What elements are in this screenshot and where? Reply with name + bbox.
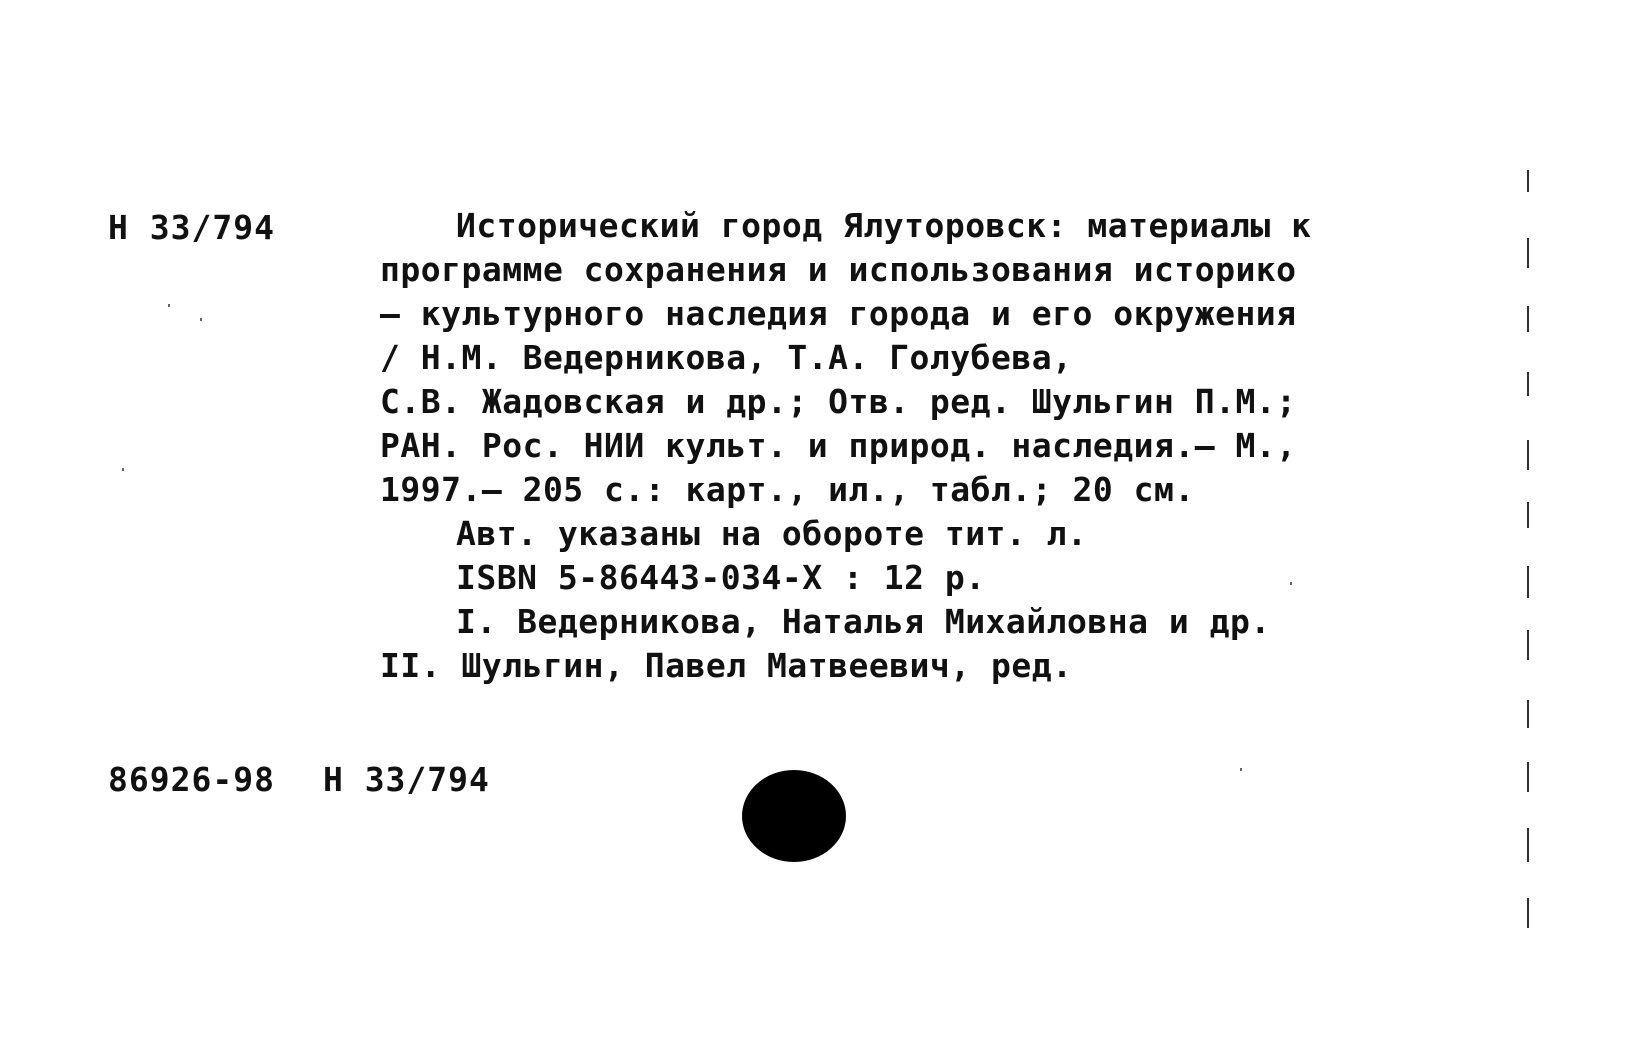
edge-mark (1527, 440, 1529, 470)
edge-mark (1527, 762, 1529, 792)
record-line-authors: / Н.М. Ведерникова, Т.А. Голубева, (380, 338, 1073, 377)
edge-mark (1527, 828, 1529, 862)
card-footer (108, 760, 490, 799)
edge-mark (1527, 306, 1529, 332)
edge-mark (1527, 238, 1529, 268)
record-line-publisher: РАН. Рос. НИИ культ. и природ. наследия.– М., (380, 426, 1297, 465)
record-line: программе сохранения и использования историко (380, 250, 1297, 289)
record-line-physical-description: 1997.– 205 с.: карт., ил., табл.; 20 см. (380, 470, 1195, 509)
edge-mark (1527, 372, 1529, 396)
accession-number: 86926-98 (108, 760, 275, 799)
speck (122, 468, 124, 471)
edge-mark (1527, 170, 1529, 192)
record-line: – культурного наследия города и его окружения (380, 294, 1297, 333)
record-line-isbn: ISBN 5-86443-034-X : 12 р. (456, 558, 986, 597)
edge-mark (1527, 502, 1529, 528)
shelfmark: Н 33/794 (108, 208, 275, 247)
record-line-added-entry: II. Шульгин, Павел Матвеевич, ред. (380, 646, 1073, 685)
punch-hole (742, 770, 846, 862)
record-line-authors: С.В. Жадовская и др.; Отв. ред. Шульгин П.М.; (380, 382, 1297, 421)
speck (1240, 768, 1242, 771)
edge-mark (1527, 630, 1529, 660)
speck (1290, 582, 1292, 585)
speck (168, 304, 170, 307)
shelfmark-bottom: Н 33/794 (322, 760, 490, 799)
record-line-note: Авт. указаны на обороте тит. л. (456, 514, 1088, 553)
edge-mark (1527, 898, 1529, 928)
record-line-added-entry: I. Ведерникова, Наталья Михайловна и др. (456, 602, 1271, 641)
edge-mark (1527, 566, 1529, 598)
speck (200, 318, 202, 321)
edge-mark (1527, 700, 1529, 728)
record-line-title: Исторический город Ялуторовск: материалы к (456, 206, 1312, 245)
bibliographic-record (380, 204, 1510, 688)
